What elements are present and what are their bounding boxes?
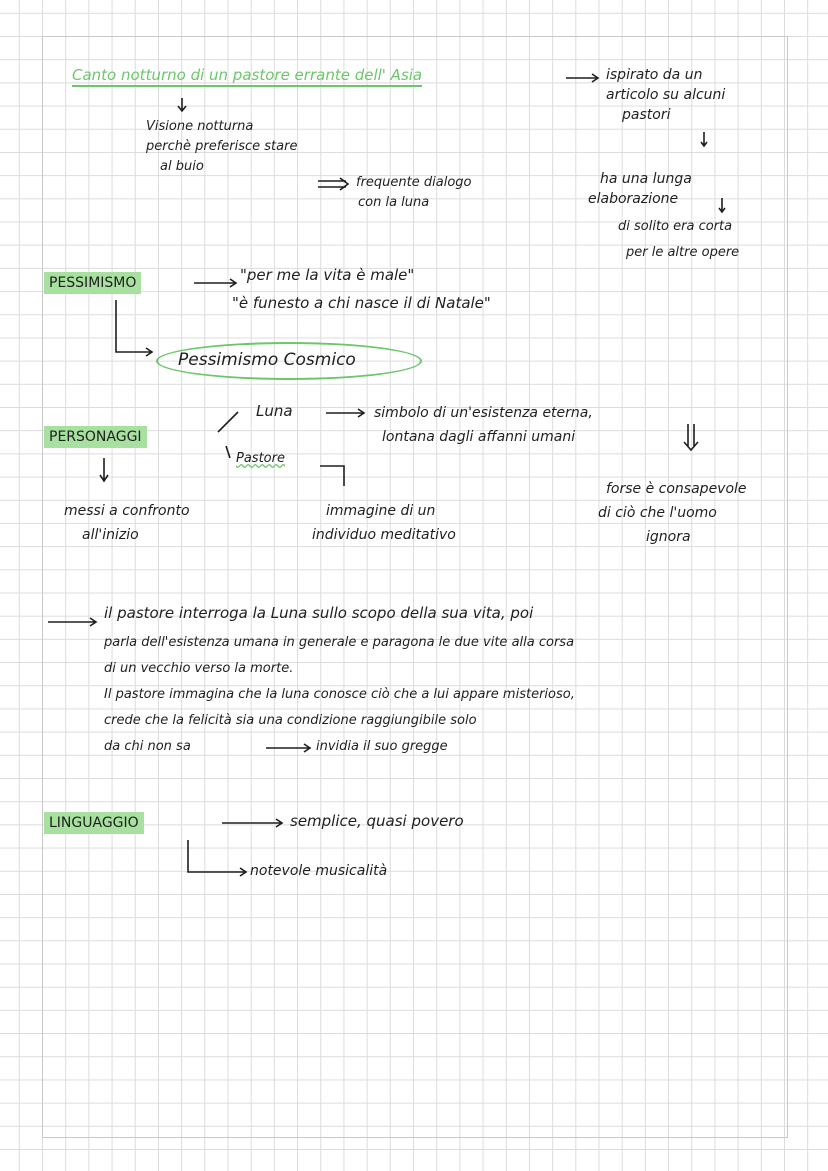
luna-label: Luna	[256, 402, 293, 420]
paragraph-arrow	[48, 618, 96, 626]
night-vision-line-2: perchè preferisce stare	[146, 139, 298, 154]
luna-desc-line-1: simbolo di un'esistenza eterna,	[374, 405, 593, 421]
pastore-desc-line-1: immagine di un	[326, 503, 436, 519]
short-line-2: per le altre opere	[626, 245, 740, 260]
title-down-arrow	[178, 98, 186, 111]
linguaggio-label: LINGUAGGIO	[44, 812, 144, 834]
short-line-1: di solito era corta	[618, 219, 733, 234]
page-title: Canto notturno di un pastore errante dell' Asia	[72, 66, 422, 87]
luna-aware-line-3: ignora	[646, 529, 691, 545]
linguaggio-l-arrow	[188, 840, 246, 876]
personaggi-branch-up	[218, 412, 238, 432]
pastore-desc-line-2: individuo meditativo	[312, 527, 456, 543]
pessimismo-label: PESSIMISMO	[44, 272, 141, 294]
invidia-arrow	[266, 744, 310, 752]
luna-implies-arrow	[684, 424, 698, 450]
night-vision-line-1: Visione notturna	[146, 119, 254, 134]
dialog-line-2: con la luna	[358, 195, 430, 210]
elaboration-line-2: elaborazione	[588, 191, 679, 207]
pastore-bracket	[320, 466, 344, 486]
inspired-line-2: articolo su alcuni	[606, 87, 726, 103]
paragraph-line-6: da chi non sa	[104, 739, 191, 754]
luna-arrow	[326, 409, 364, 417]
paragraph-line-2: parla dell'esistenza umana in generale e paragona le due vite alla corsa	[104, 635, 575, 650]
linguaggio-arrow	[222, 819, 282, 827]
dialog-implies-arrow	[318, 178, 348, 190]
dialog-line-1: frequente dialogo	[356, 175, 472, 190]
pastore-label: Pastore	[236, 451, 285, 466]
paragraph-line-5: crede che la felicità sia una condizione raggiungibile solo	[104, 713, 477, 728]
confronto-line-2: all'inizio	[82, 527, 139, 543]
personaggi-label: PERSONAGGI	[44, 426, 147, 448]
paragraph-line-7: invidia il suo gregge	[316, 739, 448, 754]
elaboration-down-arrow	[719, 198, 725, 212]
luna-aware-line-2: di ciò che l'uomo	[598, 505, 717, 521]
paragraph-line-3: di un vecchio verso la morte.	[104, 661, 294, 676]
pessimismo-cosmico-oval	[156, 342, 422, 380]
paragraph-line-4: Il pastore immagina che la luna conosce ciò che a lui appare misterioso,	[104, 687, 575, 702]
pessimismo-arrow	[194, 279, 236, 287]
inspired-line-1: ispirato da un	[606, 67, 703, 83]
pessimismo-cosmico-text: Pessimismo Cosmico	[178, 350, 356, 370]
inspired-down-arrow	[701, 132, 707, 146]
personaggi-down-arrow	[100, 458, 108, 481]
inspired-line-3: pastori	[622, 107, 671, 123]
pessimismo-quote-1: "per me la vita è male"	[240, 266, 415, 284]
elaboration-line-1: ha una lunga	[600, 171, 692, 187]
luna-aware-line-1: forse è consapevole	[606, 481, 747, 497]
linguaggio-desc-1: semplice, quasi povero	[290, 812, 464, 830]
pessimismo-l-arrow	[116, 300, 152, 356]
night-vision-line-3: al buio	[160, 159, 204, 174]
title-to-inspired-arrow	[566, 74, 598, 82]
linguaggio-desc-2: notevole musicalità	[250, 863, 388, 879]
luna-desc-line-2: lontana dagli affanni umani	[382, 429, 576, 445]
paragraph-line-1: il pastore interroga la Luna sullo scopo della sua vita, poi	[104, 604, 534, 622]
pessimismo-quote-2: "è funesto a chi nasce il di Natale"	[232, 294, 491, 312]
confronto-line-1: messi a confronto	[64, 503, 190, 519]
personaggi-branch-down	[226, 446, 230, 458]
